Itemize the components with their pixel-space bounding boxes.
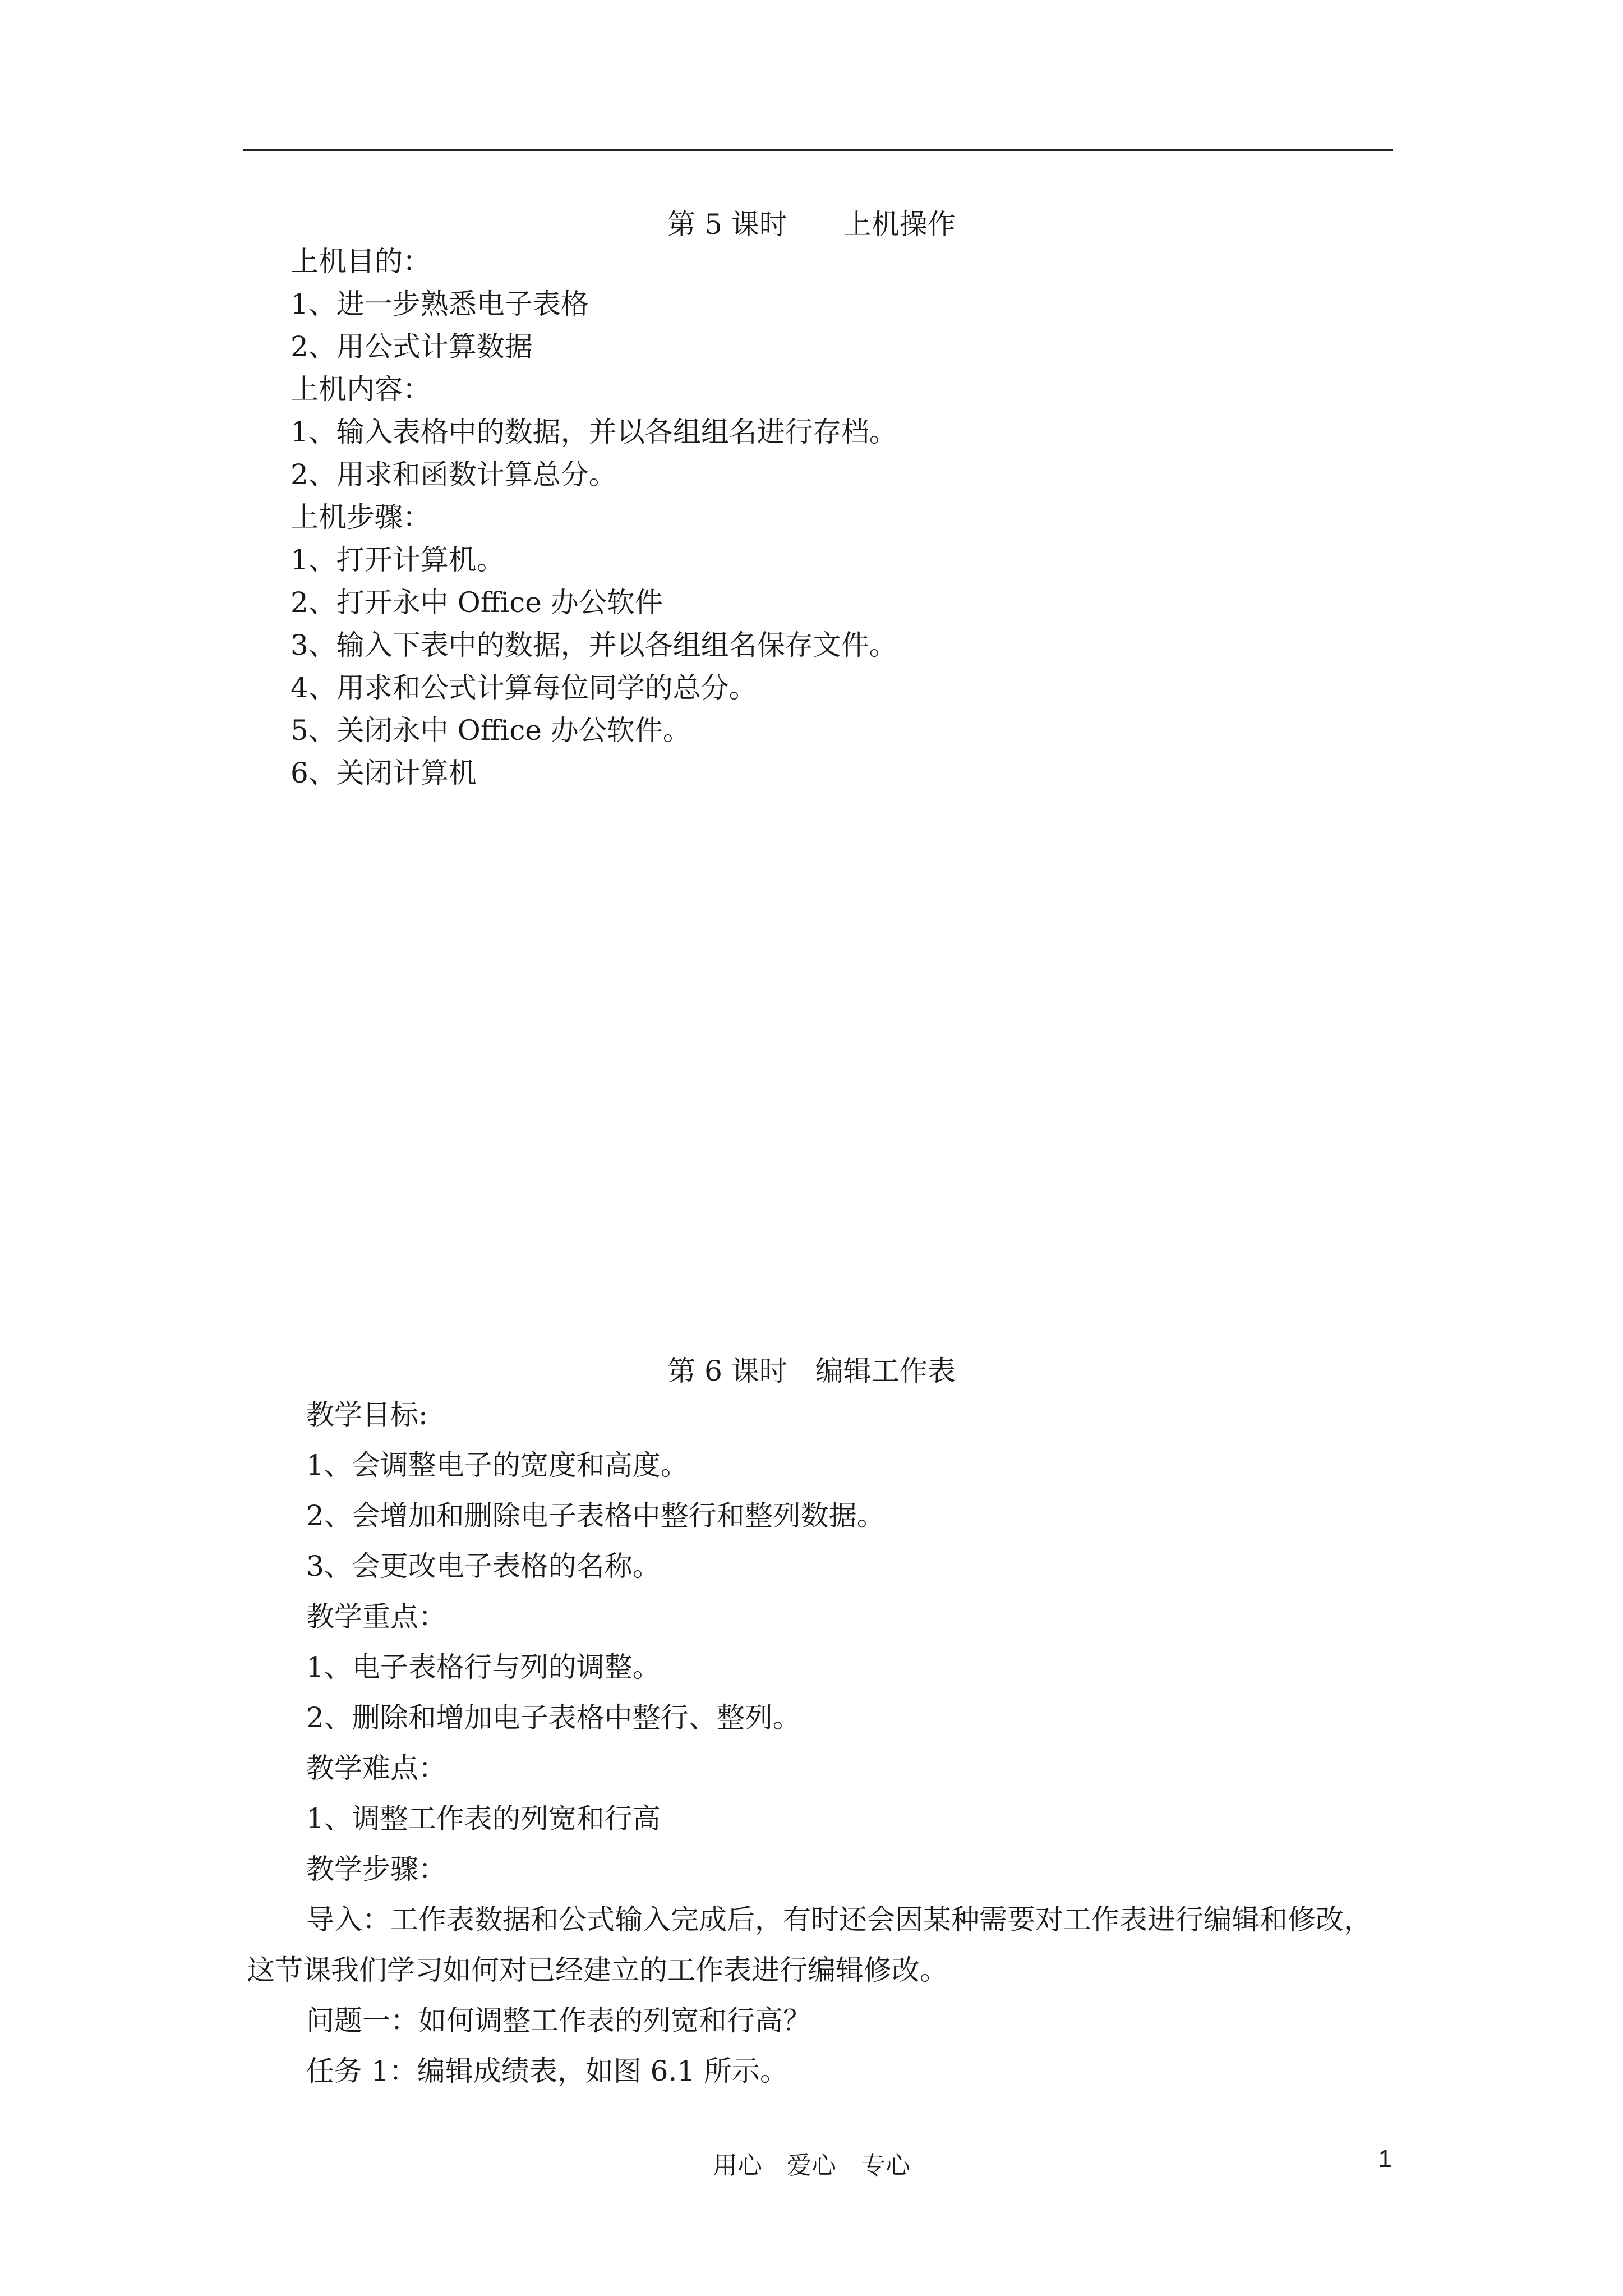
lesson6-line: 教学重点： [306, 1600, 446, 1633]
lesson5-line: 1、进一步熟悉电子表格 [291, 288, 589, 320]
lesson5-line: 6、关闭计算机 [291, 757, 477, 789]
lesson6-line: 教学目标: [306, 1398, 428, 1431]
lesson5-title: 第 5 课时 上机操作 [667, 208, 956, 241]
lesson5-line: 上机目的： [291, 245, 431, 278]
lesson6-line: 导入：工作表数据和公式输入完成后，有时还会因某种需要对工作表进行编辑和修改， [306, 1903, 1372, 1936]
lesson6-line: 这节课我们学习如何对已经建立的工作表进行编辑修改。 [247, 1954, 948, 1986]
lesson6-line: 2、删除和增加电子表格中整行、整列。 [306, 1701, 801, 1734]
lesson5-line: 上机内容： [291, 373, 431, 406]
lesson6-line: 问题一：如何调整工作表的列宽和行高？ [306, 2004, 811, 2037]
lesson5-line: 1、打开计算机。 [291, 544, 505, 576]
lesson5-line: 2、打开永中 Office 办公软件 [291, 586, 663, 619]
lesson6-line: 教学难点： [306, 1752, 446, 1784]
lesson6-line: 1、调整工作表的列宽和行高 [306, 1802, 661, 1835]
lesson5-line: 3、输入下表中的数据，并以各组组名保存文件。 [291, 629, 897, 661]
lesson6-line: 2、会增加和删除电子表格中整行和整列数据。 [306, 1499, 885, 1532]
lesson5-line: 2、用公式计算数据 [291, 330, 533, 363]
lesson5-line: 5、关闭永中 Office 办公软件。 [291, 714, 691, 747]
lesson5-line: 2、用求和函数计算总分。 [291, 458, 617, 491]
footer-text: 用心 爱心 专心 [713, 2151, 910, 2180]
lesson5-line: 上机步骤： [291, 501, 431, 533]
lesson6-line: 任务 1：编辑成绩表，如图 6.1 所示。 [306, 2055, 789, 2087]
lesson6-title: 第 6 课时 编辑工作表 [667, 1355, 956, 1387]
lesson6-line: 教学步骤： [306, 1853, 446, 1885]
lesson6-line: 1、电子表格行与列的调整。 [306, 1651, 661, 1683]
lesson6-line: 1、会调整电子的宽度和高度。 [306, 1449, 689, 1481]
lesson6-line: 3、会更改电子表格的名称。 [306, 1550, 661, 1582]
page-number: 1 [1378, 2145, 1392, 2173]
lesson5-line: 1、输入表格中的数据，并以各组组名进行存档。 [291, 416, 897, 448]
lesson5-line: 4、用求和公式计算每位同学的总分。 [291, 671, 757, 704]
header-rule [243, 149, 1393, 151]
